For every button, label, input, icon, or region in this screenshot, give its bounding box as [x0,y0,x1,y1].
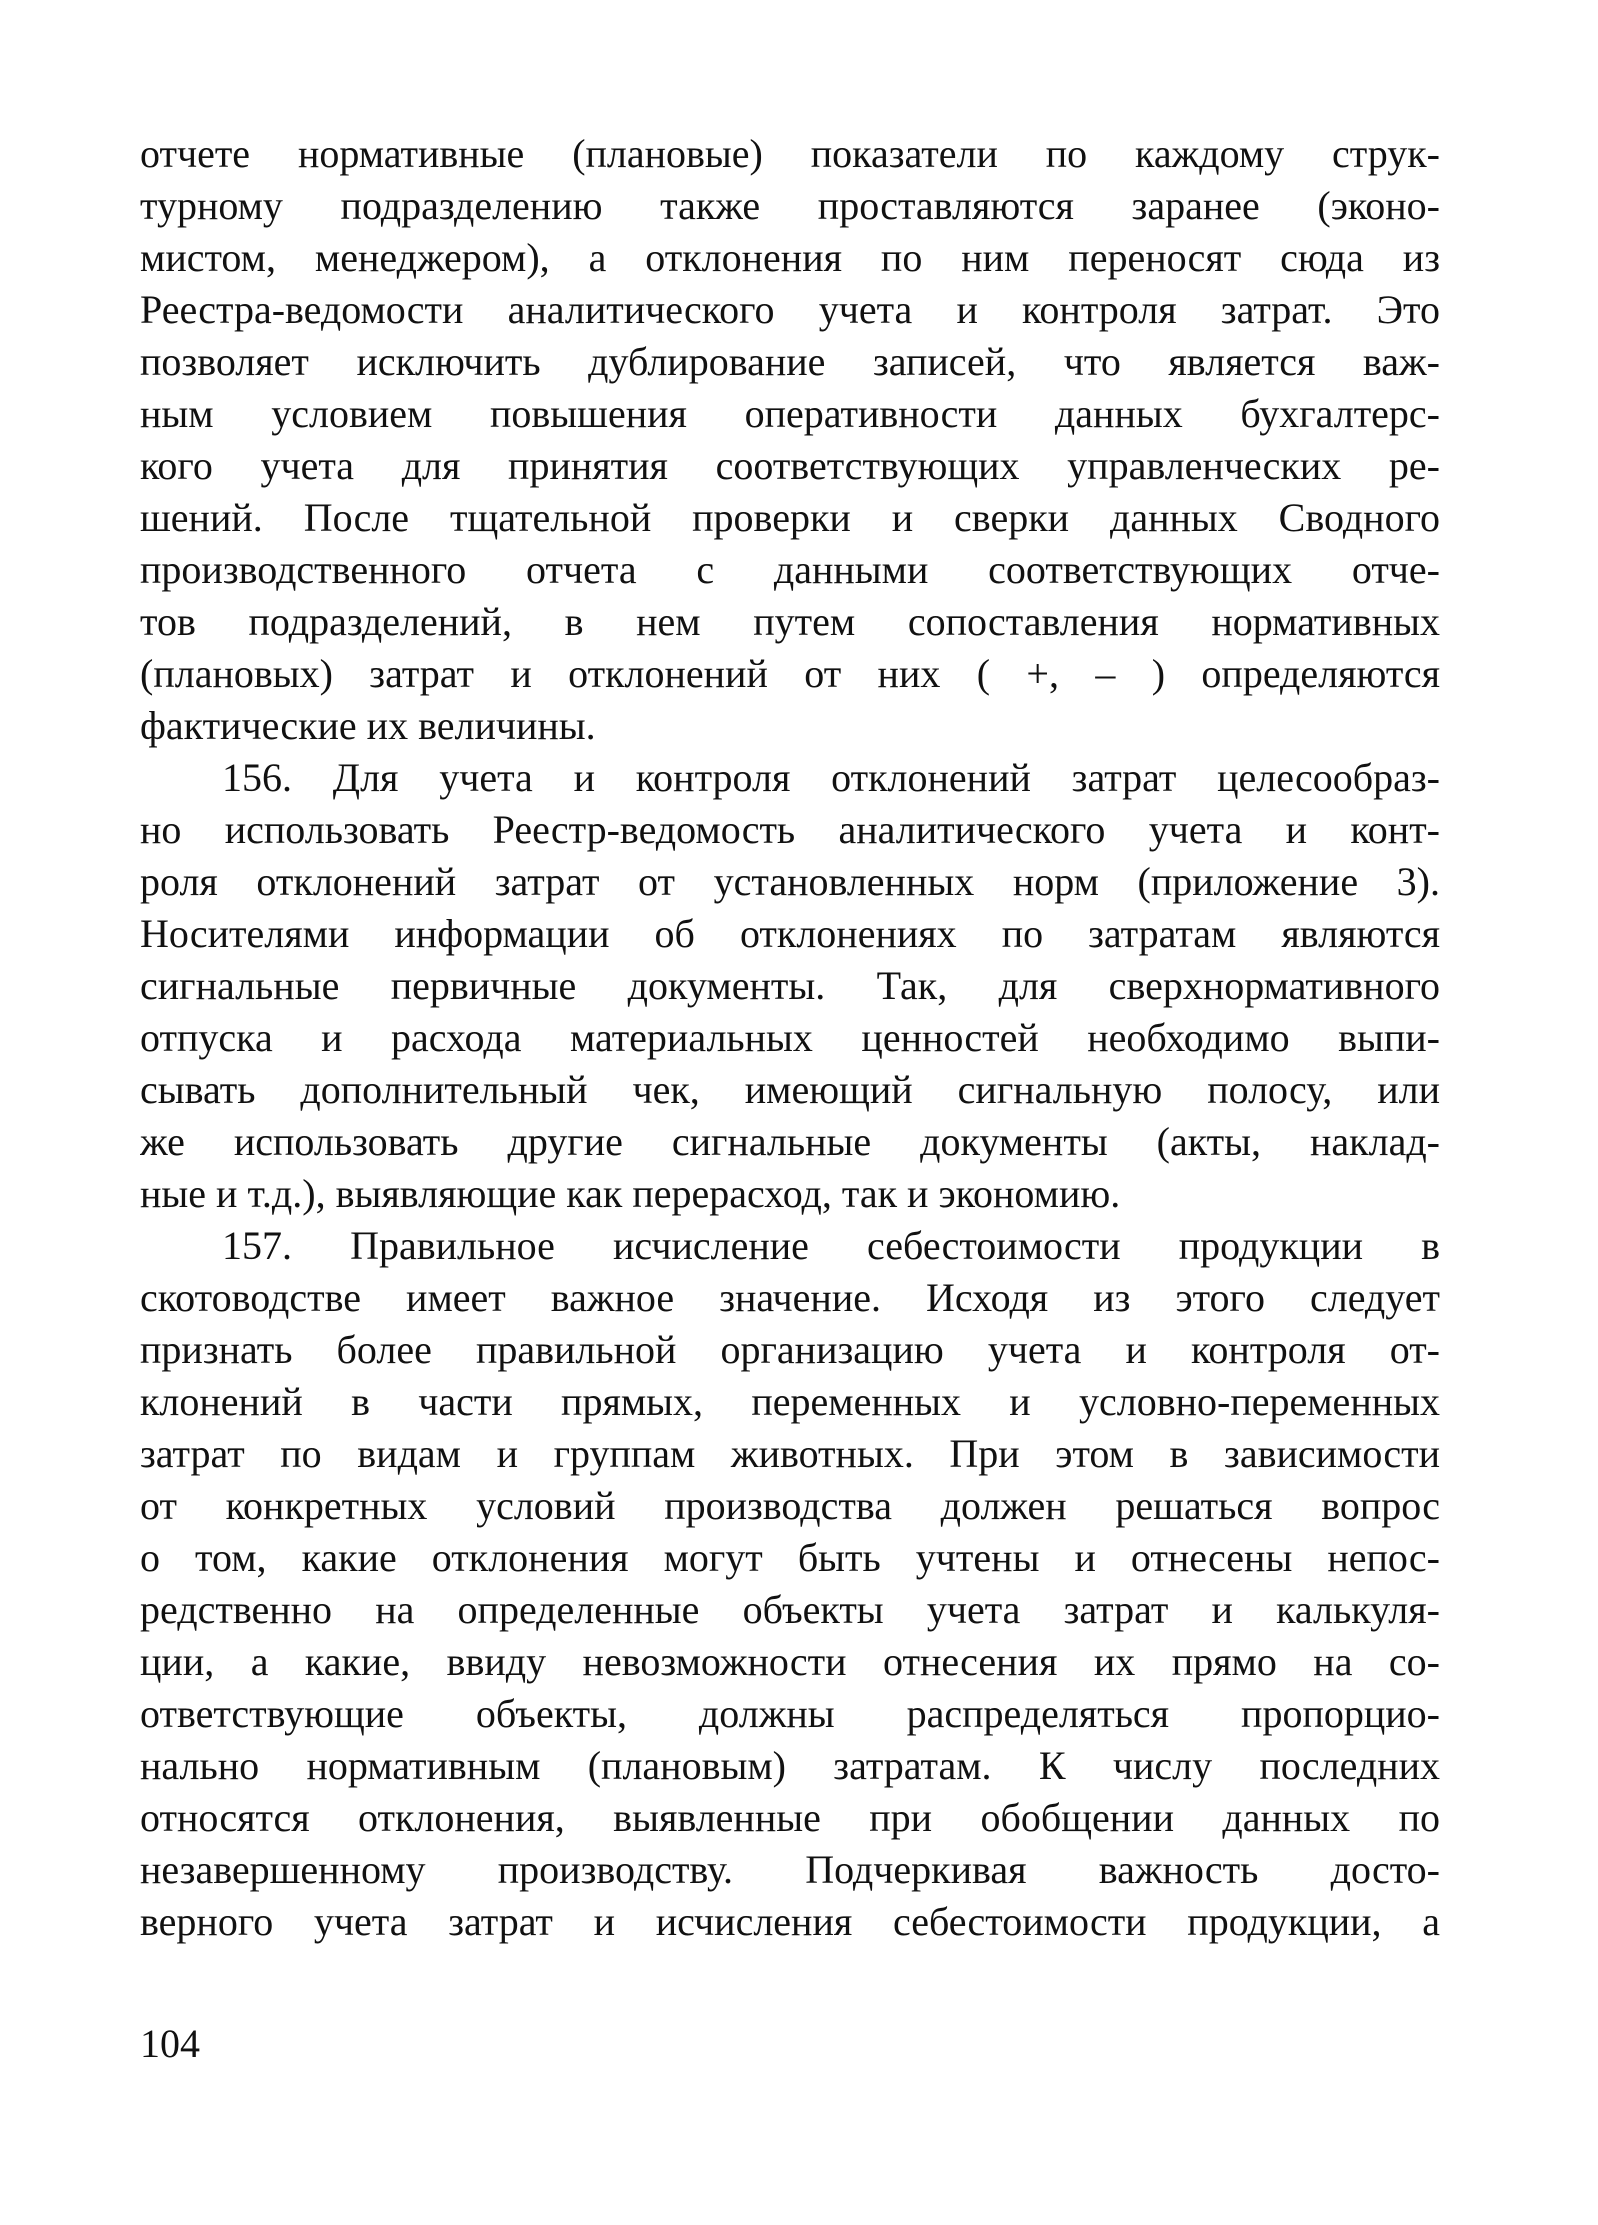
text-line-content: ции, а какие, ввиду невозможности отнесения их прямо на со- [140,1639,1440,1684]
text-line [140,544,1440,596]
text-line-content: фактические их величины. [140,703,596,748]
text-line-content: затрат по видам и группам животных. При этом в зависимости [140,1431,1440,1476]
text-line-content: роля отклонений затрат от установленных норм (приложение 3). [140,859,1440,904]
text-line [140,1844,1440,1896]
text-line-content: сывать дополнительный чек, имеющий сигнальную полосу, или [140,1067,1440,1112]
text-line [140,1896,1440,1948]
text-line [140,388,1440,440]
text-line-content: редственно на определенные объекты учета затрат и калькуля- [140,1587,1440,1632]
text-line-content: Реестра-ведомости аналитического учета и контроля затрат. Это [140,287,1440,332]
text-line-content: Носителями информации об отклонениях по затратам являются [140,911,1440,956]
text-line [140,440,1440,492]
text-line-content: позволяет исключить дублирование записей, что является важ- [140,339,1440,384]
text-line [140,596,1440,648]
text-line [140,1324,1440,1376]
text-line [140,1272,1440,1324]
text-line-content: скотоводстве имеет важное значение. Исходя из этого следует [140,1275,1440,1320]
text-line-content: кого учета для принятия соответствующих управленческих ре- [140,443,1440,488]
text-line-content: тов подразделений, в нем путем сопоставления нормативных [140,599,1440,644]
text-line-content: о том, какие отклонения могут быть учтены и отнесены непос- [140,1535,1440,1580]
text-line-content: незавершенному производству. Подчеркивая важность досто- [140,1847,1440,1892]
paragraph-157-line [140,1220,1440,1272]
text-line [140,804,1440,856]
text-line [140,492,1440,544]
text-line-content: отпуска и расхода материальных ценностей необходимо выпи- [140,1015,1440,1060]
text-line [140,180,1440,232]
text-line [140,1428,1440,1480]
text-line-content: нально нормативным (плановым) затратам. К числу последних [140,1743,1440,1788]
text-line [140,1584,1440,1636]
text-line [140,1688,1440,1740]
text-line [140,856,1440,908]
text-line-content: шений. После тщательной проверки и сверки данных Сводного [140,495,1440,540]
text-line-content: относятся отклонения, выявленные при обобщении данных по [140,1795,1440,1840]
text-line-content: ные и т.д.), выявляющие как перерасход, так и экономию. [140,1171,1121,1216]
text-line-content: сигнальные первичные документы. Так, для сверхнормативного [140,963,1440,1008]
paragraph-156-line [140,752,1440,804]
text-line-content: производственного отчета с данными соответствующих отче- [140,547,1440,592]
text-line-content: от конкретных условий производства должен решаться вопрос [140,1483,1440,1528]
text-line [140,128,1440,180]
text-line [140,1792,1440,1844]
text-line [140,284,1440,336]
text-line [140,1064,1440,1116]
text-line [140,960,1440,1012]
text-line-content: ответствующие объекты, должны распределяться пропорцио- [140,1691,1440,1736]
text-line [140,700,1440,752]
text-line [140,1480,1440,1532]
text-line-content: признать более правильной организацию учета и контроля от- [140,1327,1440,1372]
text-line [140,1740,1440,1792]
text-line [140,648,1440,700]
paragraph-156-start: 156. Для учета и контроля отклонений затрат целесообраз- [222,755,1440,800]
page-number: 104 [140,2021,200,2066]
text-line [140,908,1440,960]
text-line-content: верного учета затрат и исчисления себестоимости продукции, а [140,1899,1440,1944]
text-line [140,1012,1440,1064]
text-line-content: (плановых) затрат и отклонений от них ( +, – ) определяются [140,651,1440,696]
text-line [140,1168,1440,1220]
text-line [140,232,1440,284]
text-line-content: ным условием повышения оперативности данных бухгалтерс- [140,391,1440,436]
body-text [140,128,1440,1948]
text-line-content: турному подразделению также проставляются заранее (эконо- [140,183,1440,228]
text-line [140,1636,1440,1688]
text-line [140,1532,1440,1584]
text-line-content: отчете нормативные (плановые) показатели по каждому струк- [140,131,1440,176]
text-line-content: но использовать Реестр-ведомость аналитического учета и конт- [140,807,1440,852]
text-line [140,336,1440,388]
paragraph-157-start: 157. Правильное исчисление себестоимости продукции в [222,1223,1440,1268]
text-line-content: же использовать другие сигнальные документы (акты, наклад- [140,1119,1440,1164]
text-line [140,1116,1440,1168]
text-line-content: клонений в части прямых, переменных и условно-переменных [140,1379,1440,1424]
text-line-content: мистом, менеджером), а отклонения по ним переносят сюда из [140,235,1440,280]
text-line [140,1376,1440,1428]
